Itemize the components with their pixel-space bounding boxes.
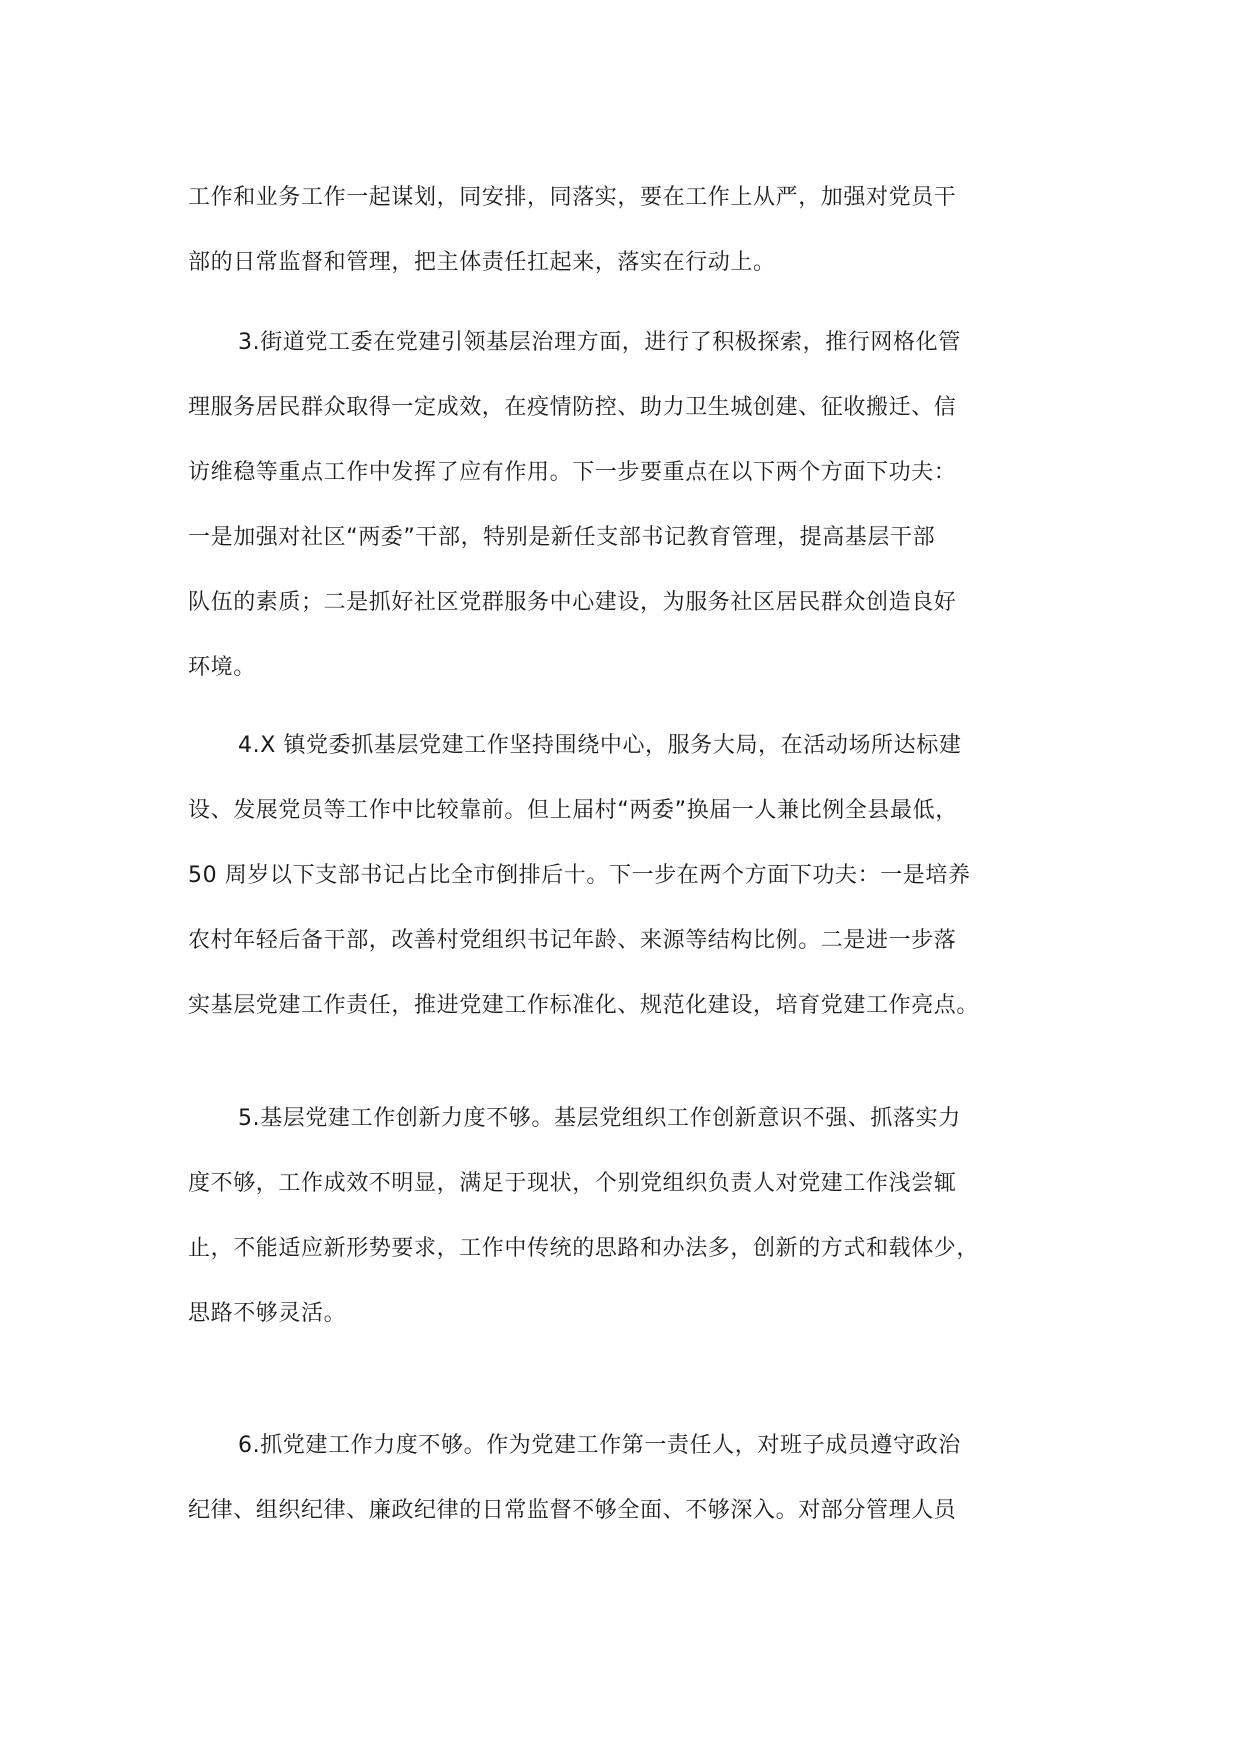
text-line: 工作和业务工作一起谋划，同安排，同落实，要在工作上从严，加强对党员干 [188, 185, 957, 210]
text-line: 设、发展党员等工作中比较靠前。但上届村“两委”换届一人兼比例全县最低， [188, 798, 958, 823]
text-line: 5.基层党建工作创新力度不够。基层党组织工作创新意识不强、抓落实力 [238, 1106, 961, 1131]
paragraph-item-5 [188, 1086, 1088, 1346]
text-line: 4.X 镇党委抓基层党建工作坚持围绕中心，服务大局，在活动场所达标建 [238, 733, 962, 758]
text-line: 6.抓党建工作力度不够。作为党建工作第一责任人，对班子成员遵守政治 [238, 1433, 961, 1458]
text-line: 思路不够灵活。 [188, 1301, 347, 1326]
text-line: 部的日常监督和管理，把主体责任扛起来，落实在行动上。 [188, 250, 776, 275]
paragraph-continuation [188, 165, 1088, 295]
paragraph-item-6 [188, 1413, 1088, 1543]
text-line: 实基层党建工作责任，推进党建工作标准化、规范化建设，培育党建工作亮点。 [188, 993, 980, 1018]
text-line: 访维稳等重点工作中发挥了应有作用。下一步要重点在以下两个方面下功夫： [188, 460, 957, 485]
text-line: 纪律、组织纪律、廉政纪律的日常监督不够全面、不够深入。对部分管理人员 [188, 1498, 957, 1523]
paragraph-item-4 [188, 713, 1088, 1038]
paragraph-item-3 [188, 310, 1088, 700]
text-line: 度不够，工作成效不明显，满足于现状，个别党组织负责人对党建工作浅尝辄 [188, 1171, 957, 1196]
text-line: 3.街道党工委在党建引领基层治理方面，进行了积极探索，推行网格化管 [238, 330, 961, 355]
text-line: 50 周岁以下支部书记占比全市倒排后十。下一步在两个方面下功夫：一是培养 [188, 863, 971, 888]
text-line: 理服务居民群众取得一定成效，在疫情防控、助力卫生城创建、征收搬迁、信 [188, 395, 957, 420]
text-line: 农村年轻后备干部，改善村党组织书记年龄、来源等结构比例。二是进一步落 [188, 928, 957, 953]
text-line: 一是加强对社区“两委”干部，特别是新任支部书记教育管理，提高基层干部 [188, 525, 936, 550]
text-line: 队伍的素质；二是抓好社区党群服务中心建设，为服务社区居民群众创造良好 [188, 590, 957, 615]
text-line: 止，不能适应新形势要求，工作中传统的思路和办法多，创新的方式和载体少， [188, 1236, 980, 1261]
text-line: 环境。 [188, 655, 256, 680]
